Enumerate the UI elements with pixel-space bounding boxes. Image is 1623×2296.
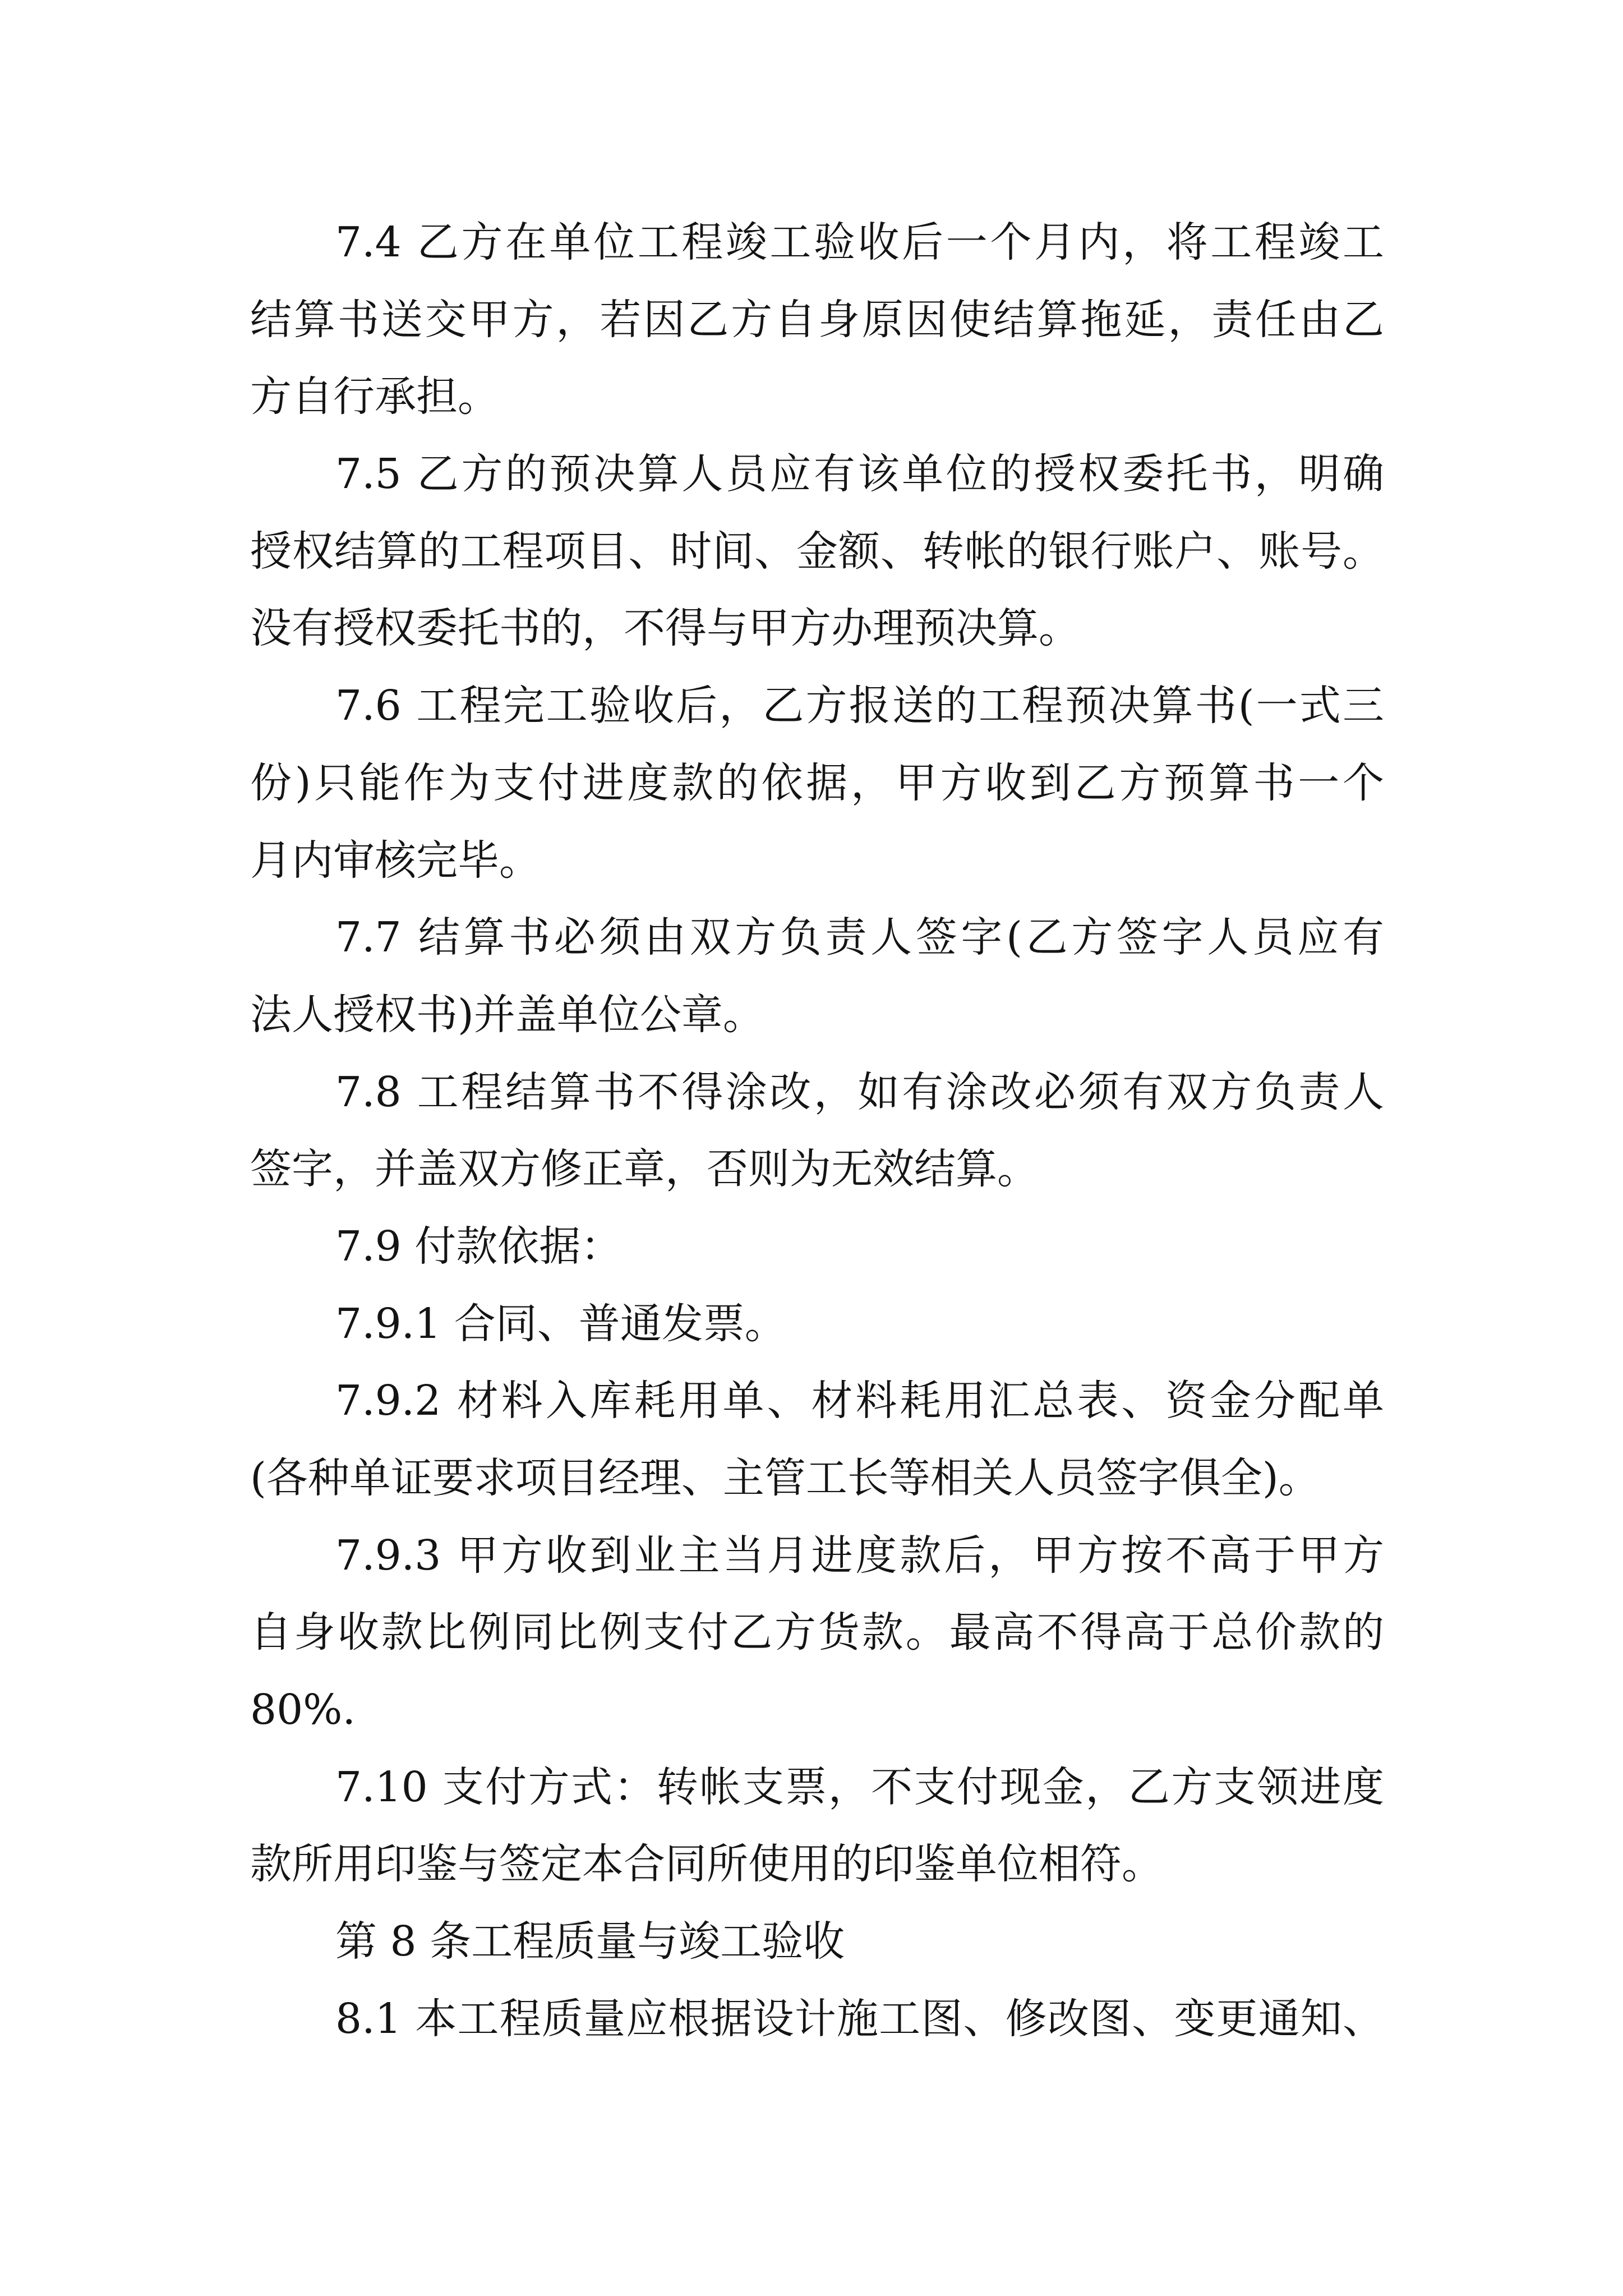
text-line: 份)只能作为支付进度款的依据，甲方收到乙方预算书一个	[250, 758, 1384, 807]
clause-7-9-2	[250, 1363, 1384, 1517]
section-heading: 第 8 条工程质量与竣工验收	[335, 1917, 845, 1966]
text-line: 7.9.1 合同、普通发票。	[335, 1299, 786, 1348]
text-line: 7.9.2 材料入库耗用单、材料耗用汇总表、资金分配单	[335, 1377, 1384, 1425]
clause-7-10	[250, 1749, 1384, 1903]
text-line: 款所用印鉴与签定本合同所使用的印鉴单位相符。	[250, 1840, 1163, 1889]
text-line: 授权结算的工程项目、时间、金额、转帐的银行账户、账号。	[250, 527, 1384, 576]
text-line: 7.10 支付方式：转帐支票，不支付现金，乙方支领进度	[335, 1763, 1384, 1811]
text-line: 没有授权委托书的，不得与甲方办理预决算。	[250, 604, 1080, 653]
text-line: 7.5 乙方的预决算人员应有该单位的授权委托书，明确	[335, 450, 1384, 499]
text-line: 结算书送交甲方，若因乙方自身原因使结算拖延，责任由乙	[250, 295, 1384, 344]
text-line: 7.7 结算书必须由双方负责人签字(乙方签字人员应有	[335, 913, 1384, 962]
text-line: 法人授权书)并盖单位公章。	[250, 990, 764, 1039]
text-line: 方自行承担。	[250, 372, 499, 421]
text-line: 7.9 付款依据：	[335, 1222, 623, 1271]
clause-7-8	[250, 1054, 1384, 1208]
text-line: 月内审核完毕。	[250, 836, 541, 885]
clause-7-5	[250, 436, 1384, 668]
article-8-heading	[250, 1903, 1384, 1981]
clause-7-7	[250, 899, 1384, 1053]
clause-7-4	[250, 204, 1384, 436]
clause-7-6	[250, 668, 1384, 899]
text-line: 自身收款比例同比例支付乙方货款。最高不得高于总价款的	[250, 1608, 1384, 1657]
text-line: 7.8 工程结算书不得涂改，如有涂改必须有双方负责人	[335, 1068, 1384, 1116]
text-line: 签字，并盖双方修正章，否则为无效结算。	[250, 1145, 1039, 1194]
text-line: (各种单证要求项目经理、主管工长等相关人员签字俱全)。	[250, 1454, 1320, 1502]
text-line: 7.6 工程完工验收后，乙方报送的工程预决算书(一式三	[335, 682, 1384, 730]
text-line: 7.9.3 甲方收到业主当月进度款后，甲方按不高于甲方	[335, 1531, 1384, 1580]
clause-7-9-3	[250, 1517, 1384, 1749]
clause-7-9	[250, 1208, 1384, 1286]
text-line: 8.1 本工程质量应根据设计施工图、修改图、变更通知、	[335, 1994, 1384, 2043]
clause-7-9-1	[250, 1286, 1384, 1363]
text-line: 7.4 乙方在单位工程竣工验收后一个月内，将工程竣工	[335, 218, 1384, 266]
document-body	[250, 204, 1384, 2058]
clause-8-1	[250, 1981, 1384, 2058]
text-line: 80%.	[250, 1686, 356, 1734]
